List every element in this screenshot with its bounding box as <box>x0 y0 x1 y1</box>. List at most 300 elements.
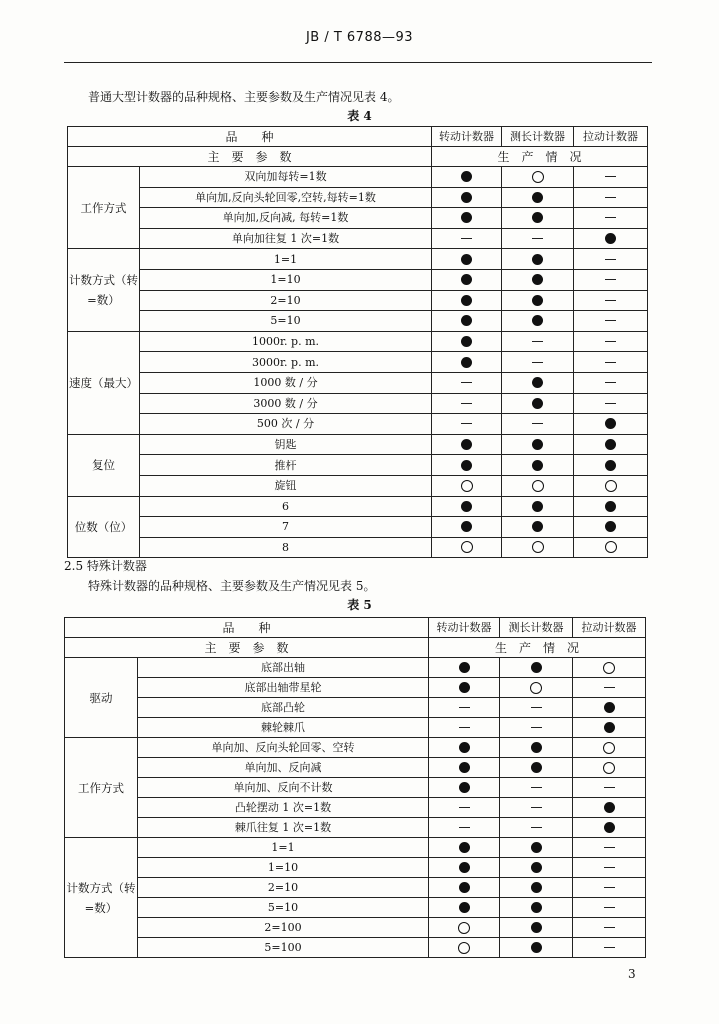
status-cell <box>429 798 500 818</box>
filled-circle-icon <box>461 336 472 347</box>
param-value: 单向加,反向头轮回零,空转,每转=1数 <box>140 187 432 208</box>
status-cell <box>429 918 500 938</box>
open-circle-icon <box>458 942 470 954</box>
param-value: 1=1 <box>138 838 429 858</box>
document-header: JB / T 6788—93 <box>305 30 414 45</box>
status-cell <box>432 496 502 517</box>
table4-caption: 表 4 <box>347 109 372 123</box>
status-cell <box>432 537 502 558</box>
status-cell <box>502 475 574 496</box>
table-row <box>65 718 646 738</box>
filled-circle-icon <box>531 922 542 933</box>
status-cell <box>574 352 648 373</box>
param-value: 5=10 <box>138 898 429 918</box>
table-row <box>65 938 646 958</box>
open-circle-icon <box>532 171 544 183</box>
dash-icon <box>461 423 472 424</box>
status-cell <box>502 290 574 311</box>
status-cell <box>573 658 646 678</box>
open-circle-icon <box>461 480 473 492</box>
open-circle-icon <box>605 480 617 492</box>
filled-circle-icon <box>461 212 472 223</box>
status-cell <box>432 393 502 414</box>
param-value: 双向加每转=1数 <box>140 167 432 188</box>
table4-intro: 普通大型计数器的品种规格、主要参数及生产情况见表 4。 <box>88 90 400 104</box>
status-cell <box>500 878 573 898</box>
table-row <box>68 187 648 208</box>
filled-circle-icon <box>461 439 472 450</box>
status-cell <box>500 938 573 958</box>
table-row <box>68 455 648 476</box>
open-circle-icon <box>530 682 542 694</box>
table-row <box>68 331 648 352</box>
status-cell <box>573 878 646 898</box>
status-cell <box>432 249 502 270</box>
filled-circle-icon <box>532 398 543 409</box>
status-cell <box>500 778 573 798</box>
filled-circle-icon <box>461 315 472 326</box>
param-value: 1=10 <box>140 269 432 290</box>
production-status-header: 生 产 情 况 <box>429 638 646 658</box>
open-circle-icon <box>603 742 615 754</box>
filled-circle-icon <box>532 521 543 532</box>
status-cell <box>429 898 500 918</box>
dash-icon <box>605 362 616 363</box>
param-value: 底部凸轮 <box>138 698 429 718</box>
filled-circle-icon <box>531 762 542 773</box>
table-row <box>68 167 648 188</box>
param-value: 凸轮摆动 1 次=1数 <box>138 798 429 818</box>
status-cell <box>429 878 500 898</box>
table-row <box>65 898 646 918</box>
params-header: 主 要 参 数 <box>68 147 432 167</box>
status-cell <box>574 475 648 496</box>
filled-circle-icon <box>532 439 543 450</box>
dash-icon <box>461 382 472 383</box>
status-cell <box>573 858 646 878</box>
status-cell <box>502 372 574 393</box>
status-cell <box>502 167 574 188</box>
filled-circle-icon <box>531 942 542 953</box>
param-value: 6 <box>140 496 432 517</box>
filled-circle-icon <box>605 418 616 429</box>
dash-icon <box>459 807 470 808</box>
table-row <box>65 878 646 898</box>
table-row <box>68 311 648 332</box>
filled-circle-icon <box>605 439 616 450</box>
status-cell <box>429 838 500 858</box>
status-cell <box>574 372 648 393</box>
status-cell <box>502 414 574 435</box>
table-row <box>68 393 648 414</box>
filled-circle-icon <box>459 862 470 873</box>
variety-header: 品 种 <box>68 127 432 147</box>
status-cell <box>502 434 574 455</box>
status-cell <box>573 718 646 738</box>
status-cell <box>573 938 646 958</box>
param-group-label: 计数方式（转=数） <box>68 249 140 331</box>
filled-circle-icon <box>604 702 615 713</box>
filled-circle-icon <box>461 357 472 368</box>
table-row <box>68 496 648 517</box>
status-cell <box>502 393 574 414</box>
filled-circle-icon <box>461 171 472 182</box>
filled-circle-icon <box>531 902 542 913</box>
filled-circle-icon <box>604 802 615 813</box>
filled-circle-icon <box>605 501 616 512</box>
param-group-label: 速度（最大） <box>68 331 140 434</box>
status-cell <box>429 818 500 838</box>
param-value: 棘爪往复 1 次=1数 <box>138 818 429 838</box>
filled-circle-icon <box>532 377 543 388</box>
filled-circle-icon <box>531 842 542 853</box>
filled-circle-icon <box>605 460 616 471</box>
param-value: 推杆 <box>140 455 432 476</box>
status-cell <box>432 167 502 188</box>
table-row <box>68 414 648 435</box>
col-pull-counter: 拉动计数器 <box>573 618 646 638</box>
status-cell <box>502 228 574 249</box>
dash-icon <box>604 847 615 848</box>
status-cell <box>429 718 500 738</box>
param-value: 单向加、反向不计数 <box>138 778 429 798</box>
status-cell <box>432 352 502 373</box>
table-row <box>65 838 646 858</box>
status-cell <box>500 658 573 678</box>
filled-circle-icon <box>531 742 542 753</box>
status-cell <box>574 187 648 208</box>
dash-icon <box>604 887 615 888</box>
status-cell <box>432 311 502 332</box>
status-cell <box>429 698 500 718</box>
table4 <box>67 126 648 558</box>
status-cell <box>500 698 573 718</box>
dash-icon <box>605 382 616 383</box>
filled-circle-icon <box>459 662 470 673</box>
status-cell <box>500 798 573 818</box>
param-group-label: 驱动 <box>65 658 138 738</box>
status-cell <box>432 228 502 249</box>
param-value: 1000r. p. m. <box>140 331 432 352</box>
filled-circle-icon <box>532 192 543 203</box>
filled-circle-icon <box>531 662 542 673</box>
filled-circle-icon <box>461 460 472 471</box>
table-row <box>68 517 648 538</box>
col-length-counter: 测长计数器 <box>502 127 574 147</box>
dash-icon <box>605 403 616 404</box>
filled-circle-icon <box>459 762 470 773</box>
filled-circle-icon <box>605 233 616 244</box>
status-cell <box>574 517 648 538</box>
filled-circle-icon <box>461 254 472 265</box>
filled-circle-icon <box>459 742 470 753</box>
status-cell <box>500 738 573 758</box>
param-value: 500 次 / 分 <box>140 414 432 435</box>
dash-icon <box>605 300 616 301</box>
dash-icon <box>531 807 542 808</box>
filled-circle-icon <box>461 192 472 203</box>
table-row <box>65 658 646 678</box>
status-cell <box>502 496 574 517</box>
filled-circle-icon <box>532 254 543 265</box>
param-value: 单向加往复 1 次=1数 <box>140 228 432 249</box>
status-cell <box>500 918 573 938</box>
status-cell <box>500 818 573 838</box>
status-cell <box>502 269 574 290</box>
status-cell <box>573 758 646 778</box>
dash-icon <box>532 238 543 239</box>
dash-icon <box>605 176 616 177</box>
status-cell <box>429 758 500 778</box>
param-group-label: 复位 <box>68 434 140 496</box>
open-circle-icon <box>458 922 470 934</box>
status-cell <box>432 517 502 538</box>
status-cell <box>574 331 648 352</box>
status-cell <box>573 918 646 938</box>
dash-icon <box>532 341 543 342</box>
param-value: 单向加,反向减, 每转=1数 <box>140 208 432 229</box>
param-value: 2=10 <box>138 878 429 898</box>
dash-icon <box>605 259 616 260</box>
status-cell <box>432 331 502 352</box>
param-group-label: 工作方式 <box>68 167 140 249</box>
param-value: 2=100 <box>138 918 429 938</box>
status-cell <box>574 311 648 332</box>
param-value: 3000r. p. m. <box>140 352 432 373</box>
table-row <box>65 798 646 818</box>
dash-icon <box>605 341 616 342</box>
param-value: 1=10 <box>138 858 429 878</box>
filled-circle-icon <box>461 295 472 306</box>
filled-circle-icon <box>604 722 615 733</box>
status-cell <box>574 228 648 249</box>
status-cell <box>502 208 574 229</box>
dash-icon <box>604 787 615 788</box>
status-cell <box>429 678 500 698</box>
open-circle-icon <box>532 480 544 492</box>
status-cell <box>573 798 646 818</box>
production-status-header: 生 产 情 况 <box>432 147 648 167</box>
filled-circle-icon <box>531 882 542 893</box>
table-row <box>65 678 646 698</box>
status-cell <box>429 938 500 958</box>
dash-icon <box>604 687 615 688</box>
section-2-5-title: 2.5 特殊计数器 <box>64 559 147 573</box>
status-cell <box>573 778 646 798</box>
table-row <box>65 858 646 878</box>
table5 <box>64 617 646 958</box>
status-cell <box>502 249 574 270</box>
status-cell <box>500 838 573 858</box>
param-value: 钥匙 <box>140 434 432 455</box>
filled-circle-icon <box>532 212 543 223</box>
col-length-counter: 测长计数器 <box>500 618 573 638</box>
dash-icon <box>459 827 470 828</box>
table-row <box>68 249 648 270</box>
header-rule <box>64 62 652 63</box>
status-cell <box>502 517 574 538</box>
param-value: 旋钮 <box>140 475 432 496</box>
status-cell <box>432 475 502 496</box>
table-row <box>68 372 648 393</box>
status-cell <box>502 311 574 332</box>
table-row <box>68 434 648 455</box>
filled-circle-icon <box>532 501 543 512</box>
col-rotary-counter: 转动计数器 <box>432 127 502 147</box>
param-group-label: 位数（位） <box>68 496 140 558</box>
table-row <box>65 698 646 718</box>
table-row <box>65 738 646 758</box>
param-value: 底部出轴 <box>138 658 429 678</box>
status-cell <box>573 818 646 838</box>
table5-caption: 表 5 <box>347 598 372 612</box>
status-cell <box>432 434 502 455</box>
param-value: 1000 数 / 分 <box>140 372 432 393</box>
filled-circle-icon <box>461 501 472 512</box>
table-row <box>68 475 648 496</box>
status-cell <box>502 187 574 208</box>
param-value: 底部出轴带星轮 <box>138 678 429 698</box>
status-cell <box>502 537 574 558</box>
status-cell <box>432 414 502 435</box>
dash-icon <box>461 238 472 239</box>
table-row <box>68 537 648 558</box>
status-cell <box>429 738 500 758</box>
filled-circle-icon <box>532 274 543 285</box>
status-cell <box>502 331 574 352</box>
status-cell <box>432 187 502 208</box>
col-pull-counter: 拉动计数器 <box>574 127 648 147</box>
table-row <box>68 208 648 229</box>
filled-circle-icon <box>461 521 472 532</box>
status-cell <box>573 738 646 758</box>
status-cell <box>574 249 648 270</box>
dash-icon <box>604 907 615 908</box>
param-value: 2=10 <box>140 290 432 311</box>
status-cell <box>429 658 500 678</box>
param-value: 单向加、反向头轮回零、空转 <box>138 738 429 758</box>
status-cell <box>502 352 574 373</box>
table5-intro: 特殊计数器的品种规格、主要参数及生产情况见表 5。 <box>88 579 376 593</box>
dash-icon <box>605 279 616 280</box>
status-cell <box>574 290 648 311</box>
status-cell <box>500 898 573 918</box>
open-circle-icon <box>603 662 615 674</box>
status-cell <box>574 537 648 558</box>
open-circle-icon <box>605 541 617 553</box>
param-group-label: 计数方式（转=数） <box>65 838 138 958</box>
dash-icon <box>459 707 470 708</box>
dash-icon <box>531 827 542 828</box>
dash-icon <box>531 787 542 788</box>
filled-circle-icon <box>459 842 470 853</box>
dash-icon <box>605 197 616 198</box>
status-cell <box>432 269 502 290</box>
filled-circle-icon <box>459 782 470 793</box>
status-cell <box>574 393 648 414</box>
filled-circle-icon <box>459 882 470 893</box>
open-circle-icon <box>532 541 544 553</box>
dash-icon <box>604 867 615 868</box>
table-row <box>65 778 646 798</box>
dash-icon <box>604 947 615 948</box>
filled-circle-icon <box>532 295 543 306</box>
table-row <box>68 269 648 290</box>
param-value: 1=1 <box>140 249 432 270</box>
status-cell <box>432 455 502 476</box>
status-cell <box>502 455 574 476</box>
filled-circle-icon <box>605 521 616 532</box>
filled-circle-icon <box>531 862 542 873</box>
table-row <box>68 228 648 249</box>
filled-circle-icon <box>532 460 543 471</box>
dash-icon <box>605 320 616 321</box>
status-cell <box>573 698 646 718</box>
status-cell <box>574 496 648 517</box>
status-cell <box>500 858 573 878</box>
status-cell <box>500 758 573 778</box>
dash-icon <box>461 403 472 404</box>
status-cell <box>573 678 646 698</box>
dash-icon <box>531 707 542 708</box>
dash-icon <box>532 423 543 424</box>
status-cell <box>574 434 648 455</box>
status-cell <box>500 718 573 738</box>
status-cell <box>573 838 646 858</box>
status-cell <box>432 372 502 393</box>
status-cell <box>574 455 648 476</box>
table-row <box>65 818 646 838</box>
status-cell <box>432 290 502 311</box>
open-circle-icon <box>603 762 615 774</box>
param-value: 5=100 <box>138 938 429 958</box>
filled-circle-icon <box>532 315 543 326</box>
filled-circle-icon <box>604 822 615 833</box>
filled-circle-icon <box>459 682 470 693</box>
dash-icon <box>604 927 615 928</box>
status-cell <box>574 414 648 435</box>
table-row <box>68 290 648 311</box>
param-value: 单向加、反向减 <box>138 758 429 778</box>
status-cell <box>429 858 500 878</box>
status-cell <box>573 898 646 918</box>
param-value: 5=10 <box>140 311 432 332</box>
param-value: 7 <box>140 517 432 538</box>
status-cell <box>574 208 648 229</box>
variety-header: 品 种 <box>65 618 429 638</box>
param-value: 棘轮棘爪 <box>138 718 429 738</box>
status-cell <box>574 167 648 188</box>
open-circle-icon <box>461 541 473 553</box>
dash-icon <box>532 362 543 363</box>
col-rotary-counter: 转动计数器 <box>429 618 500 638</box>
status-cell <box>500 678 573 698</box>
filled-circle-icon <box>459 902 470 913</box>
table-row <box>65 918 646 938</box>
page-number: 3 <box>628 967 636 981</box>
table-row <box>68 352 648 373</box>
dash-icon <box>459 727 470 728</box>
table-row <box>65 758 646 778</box>
param-group-label: 工作方式 <box>65 738 138 838</box>
dash-icon <box>605 217 616 218</box>
status-cell <box>574 269 648 290</box>
param-value: 8 <box>140 537 432 558</box>
dash-icon <box>531 727 542 728</box>
filled-circle-icon <box>461 274 472 285</box>
params-header: 主 要 参 数 <box>65 638 429 658</box>
param-value: 3000 数 / 分 <box>140 393 432 414</box>
